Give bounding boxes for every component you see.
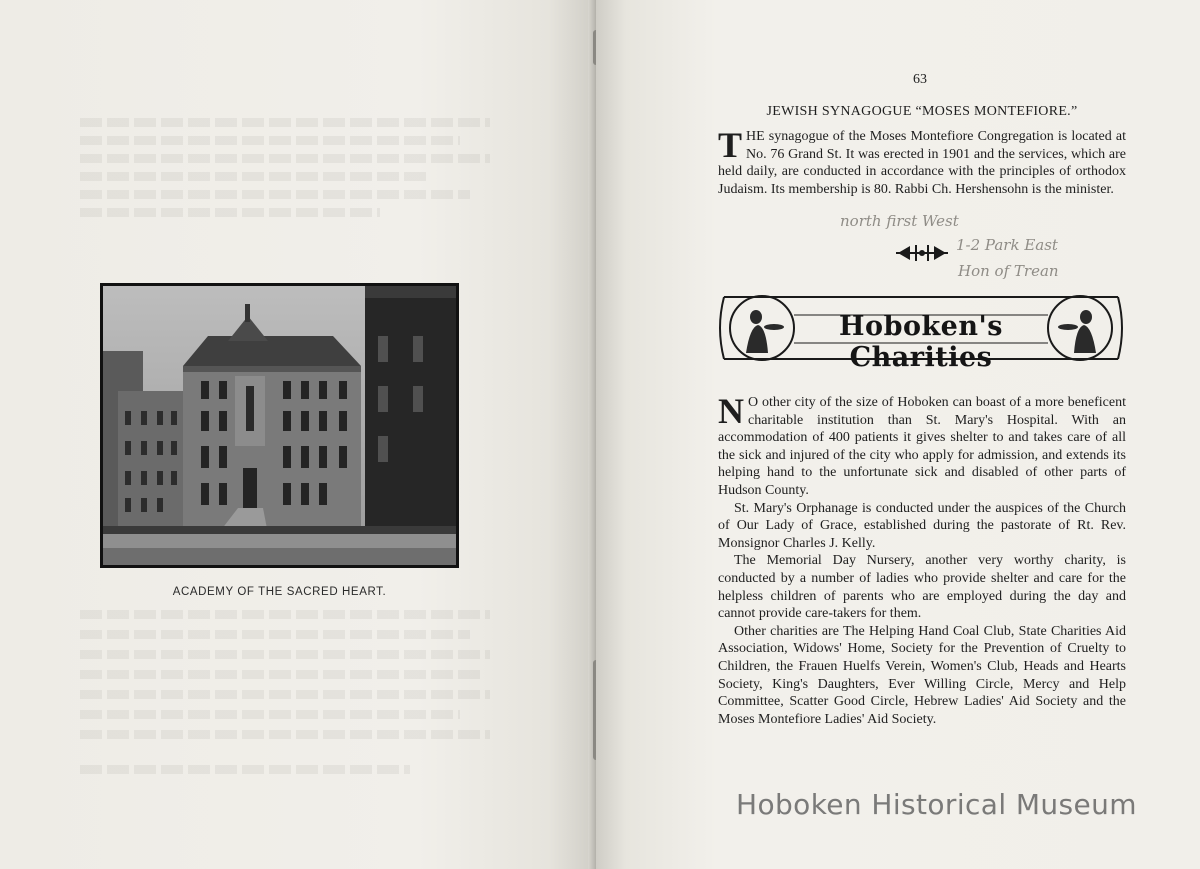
section-title: Hoboken's Charities (839, 311, 1003, 373)
bleed-through-text (80, 730, 490, 739)
synagogue-heading: JEWISH SYNAGOGUE “MOSES MONTEFIORE.” (766, 104, 1078, 119)
handwritten-note-line: north first West (840, 212, 959, 230)
handwritten-note-line: Hon of Trean (958, 262, 1059, 280)
charities-banner (716, 291, 1126, 373)
charities-paragraph: The Memorial Day Nursery, another very worthy charity, is conducted by a number of ladies who provide shelter and care for the helpless children of parents who are employed during the day and cannot provide care-takers for them. (718, 553, 1126, 622)
synagogue-paragraph (718, 125, 1126, 198)
photo-caption: ACADEMY OF THE SACRED HEART. (172, 586, 387, 598)
charities-paragraph: Other charities are The Helping Hand Coal Club, State Charities Aid Association, Widows' Home, Society for the Prevention of Cruelty to Children, the Frauen Huelfs Verein, Women's Club, Heads and Hearts Society, King's Daughters, Ever Willing Circle, Mercy and Help Committee, Scatter Good Circle, Hebrew Ladies' Aid Society and the Moses Montefiore Ladies' Aid Society. (718, 623, 1126, 727)
charities-paragraph: St. Mary's Orphanage is conducted under the auspices of the Church of Our Lady of Grace, established during the pastorate of Rt. Rev. Monsignor Charles J. Kelly. (718, 500, 1126, 551)
drop-cap: T (718, 125, 743, 165)
bleed-through-text (80, 650, 490, 659)
right-page (596, 0, 1200, 869)
fleuron-ornament (896, 242, 948, 264)
left-page (0, 0, 596, 869)
bleed-through-text (80, 630, 470, 639)
drop-cap: N (718, 391, 744, 431)
bleed-through-text (80, 208, 380, 217)
academy-photo (100, 283, 459, 568)
bleed-through-text (80, 136, 460, 145)
synagogue-text: HE synagogue of the Moses Montefiore Congregation is located at No. 76 Grand St. It was erected in 1901 and the services, which are held daily, are conducted in accordance with the principles of orthodox Judaism. Its membership is 80. Rabbi Ch. Hershensohn is the minister. (718, 129, 1126, 197)
bleed-through-text (80, 670, 480, 679)
museum-watermark: Hoboken Historical Museum (736, 788, 1137, 821)
bleed-through-text (80, 610, 490, 619)
bleed-through-text (80, 190, 470, 199)
bleed-through-text (80, 154, 490, 163)
bleed-through-text (80, 690, 490, 699)
bleed-through-text (80, 118, 490, 127)
page-number: 63 (913, 72, 927, 87)
handwritten-note-line: 1-2 Park East (956, 236, 1058, 254)
charities-section (718, 391, 1126, 728)
bleed-through-text (80, 765, 410, 774)
bleed-through-text (80, 172, 430, 181)
bleed-through-text (80, 710, 460, 719)
charities-paragraph: O other city of the size of Hoboken can boast of a more beneficent charitable institution than St. Mary's Hospital. With an accommodation of 400 patients it gives shelter to and takes care of all the sick and injured of the city who apply for admission, and extends its helping hand to the unfortunate sick and disabled of other parts of Hudson County. (718, 395, 1126, 498)
